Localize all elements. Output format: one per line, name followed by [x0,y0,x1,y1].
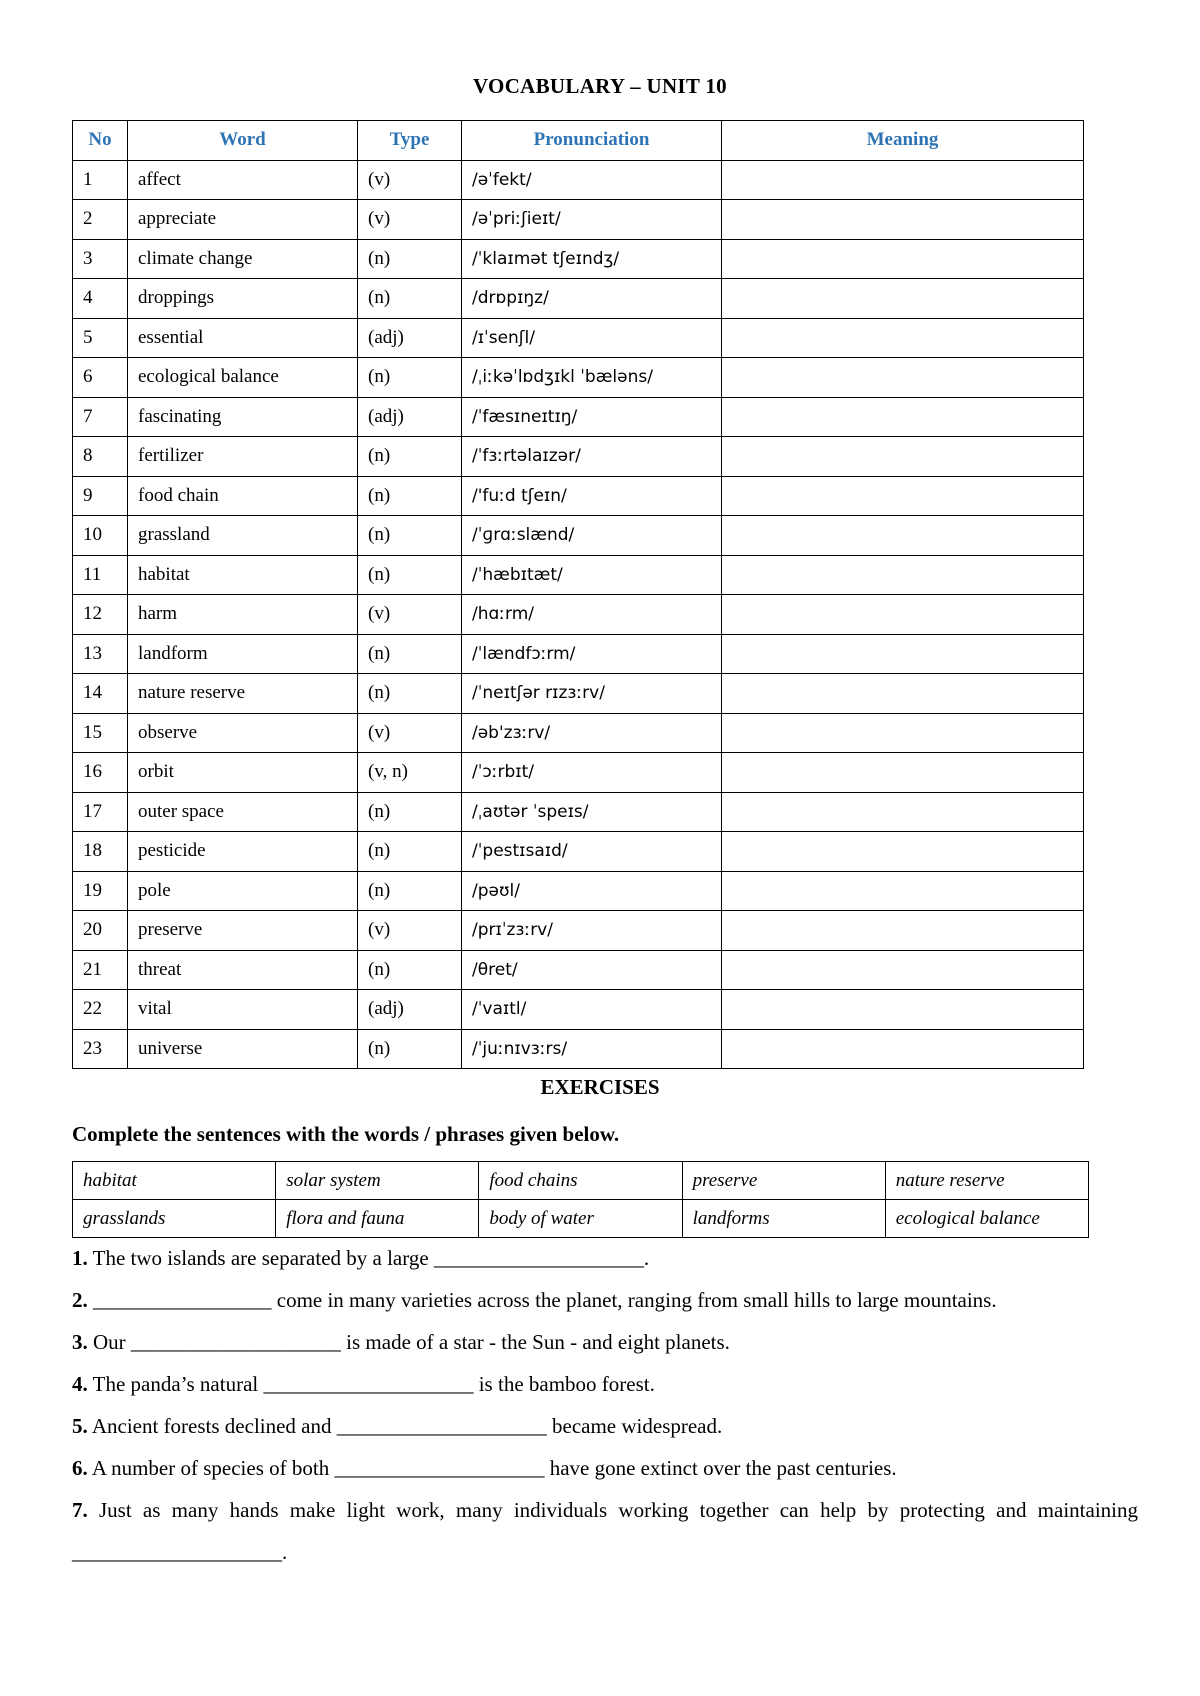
cell-pronunciation: /ˌiːkəˈlɒdʒɪkl ˈbæləns/ [462,358,722,398]
vocabulary-row [73,358,1084,398]
word-bank-row [73,1162,1089,1200]
cell-no: 19 [73,871,128,911]
cell-word: orbit [128,753,358,793]
cell-word: fascinating [128,397,358,437]
cell-meaning [722,871,1084,911]
exercise-sentence [72,1405,1138,1447]
cell-type: (v) [358,160,462,200]
cell-no: 17 [73,792,128,832]
cell-meaning [722,318,1084,358]
cell-no: 14 [73,674,128,714]
cell-type: (v, n) [358,753,462,793]
cell-pronunciation: /ˈhæbɪtæt/ [462,555,722,595]
cell-pronunciation: /əˈpriːʃieɪt/ [462,200,722,240]
cell-pronunciation: /ˈklaɪmət tʃeɪndʒ/ [462,239,722,279]
header-meaning: Meaning [722,121,1084,161]
cell-word: nature reserve [128,674,358,714]
cell-meaning [722,160,1084,200]
cell-type: (v) [358,713,462,753]
cell-type: (n) [358,871,462,911]
exercise-sentence [72,1363,1138,1405]
cell-meaning [722,397,1084,437]
cell-no: 8 [73,437,128,477]
vocabulary-body [73,160,1084,1069]
cell-type: (adj) [358,990,462,1030]
cell-pronunciation: /ˈɡrɑːslænd/ [462,516,722,556]
cell-word: fertilizer [128,437,358,477]
cell-meaning [722,516,1084,556]
word-bank-item: landforms [682,1200,885,1238]
cell-no: 18 [73,832,128,872]
cell-word: food chain [128,476,358,516]
cell-pronunciation: /ˌaʊtər ˈspeɪs/ [462,792,722,832]
cell-meaning [722,476,1084,516]
vocabulary-row [73,1029,1084,1069]
header-type: Type [358,121,462,161]
exercise-sentence [72,1321,1138,1363]
cell-no: 4 [73,279,128,319]
cell-word: vital [128,990,358,1030]
cell-meaning [722,358,1084,398]
cell-type: (n) [358,674,462,714]
cell-no: 2 [73,200,128,240]
sentence-number: 2. [72,1288,88,1312]
cell-no: 5 [73,318,128,358]
cell-pronunciation: /ˈɔːrbɪt/ [462,753,722,793]
cell-type: (adj) [358,397,462,437]
cell-meaning [722,674,1084,714]
cell-word: outer space [128,792,358,832]
cell-no: 16 [73,753,128,793]
vocabulary-row [73,990,1084,1030]
cell-meaning [722,279,1084,319]
cell-meaning [722,990,1084,1030]
cell-no: 9 [73,476,128,516]
cell-no: 22 [73,990,128,1030]
vocabulary-row [73,595,1084,635]
cell-meaning [722,437,1084,477]
vocabulary-row [73,437,1084,477]
cell-meaning [722,832,1084,872]
vocabulary-row [73,634,1084,674]
vocabulary-row [73,674,1084,714]
cell-pronunciation: /drɒpɪŋz/ [462,279,722,319]
cell-type: (n) [358,437,462,477]
exercise-instruction: Complete the sentences with the words / phrases given below. [72,1122,620,1146]
cell-meaning [722,792,1084,832]
vocabulary-header-row [73,121,1084,161]
cell-word: habitat [128,555,358,595]
word-bank-row [73,1200,1089,1238]
word-bank-item: preserve [682,1162,885,1200]
exercises-heading: EXERCISES [540,1075,660,1099]
vocabulary-row [73,200,1084,240]
word-bank-table [72,1161,1089,1238]
word-bank-item: food chains [479,1162,682,1200]
exercise-sentence [72,1279,1138,1321]
cell-word: grassland [128,516,358,556]
sentence-text: A number of species of both ____________________ have gone extinct over the past centuries. [87,1456,897,1480]
cell-pronunciation: /ˈlændfɔːrm/ [462,634,722,674]
vocabulary-row [73,713,1084,753]
sentence-number: 1. [72,1246,88,1270]
cell-pronunciation: /ˈfɜːrtəlaɪzər/ [462,437,722,477]
sentence-text: The two islands are separated by a large ____________________. [87,1246,650,1270]
cell-word: appreciate [128,200,358,240]
vocabulary-row [73,397,1084,437]
cell-pronunciation: /ˈjuːnɪvɜːrs/ [462,1029,722,1069]
cell-no: 1 [73,160,128,200]
cell-no: 20 [73,911,128,951]
exercise-sentence [72,1447,1138,1489]
sentence-text: Just as many hands make light work, many individuals working together can help by protecting and maintaining ____________________. [72,1498,1138,1564]
cell-pronunciation: /ˈfæsɪneɪtɪŋ/ [462,397,722,437]
cell-meaning [722,1029,1084,1069]
cell-meaning [722,595,1084,635]
cell-no: 21 [73,950,128,990]
cell-no: 11 [73,555,128,595]
sentence-text: The panda’s natural ____________________ is the bamboo forest. [87,1372,655,1396]
exercise-sentences [72,1237,1138,1573]
word-bank-item: solar system [276,1162,479,1200]
cell-word: harm [128,595,358,635]
sentence-text: Ancient forests declined and ____________________ became widespread. [87,1414,723,1438]
cell-type: (v) [358,200,462,240]
sentence-text: _________________ come in many varieties across the planet, ranging from small hills to large mountains. [87,1288,997,1312]
sentence-number: 7. [72,1498,88,1522]
header-no: No [73,121,128,161]
word-bank-item: ecological balance [885,1200,1088,1238]
cell-no: 7 [73,397,128,437]
cell-word: climate change [128,239,358,279]
cell-word: pesticide [128,832,358,872]
vocabulary-row [73,832,1084,872]
vocabulary-row [73,160,1084,200]
vocabulary-row [73,871,1084,911]
cell-type: (n) [358,950,462,990]
cell-type: (n) [358,792,462,832]
vocabulary-row [73,911,1084,951]
sentence-number: 4. [72,1372,88,1396]
cell-type: (n) [358,832,462,872]
cell-pronunciation: /ˈvaɪtl/ [462,990,722,1030]
cell-word: droppings [128,279,358,319]
cell-meaning [722,911,1084,951]
sentence-number: 6. [72,1456,88,1480]
cell-type: (n) [358,239,462,279]
vocabulary-row [73,318,1084,358]
cell-type: (n) [358,476,462,516]
sentence-text: Our ____________________ is made of a star - the Sun - and eight planets. [87,1330,730,1354]
cell-no: 3 [73,239,128,279]
cell-pronunciation: /pəʊl/ [462,871,722,911]
cell-pronunciation: /θret/ [462,950,722,990]
cell-word: landform [128,634,358,674]
cell-meaning [722,555,1084,595]
cell-meaning [722,950,1084,990]
cell-type: (n) [358,358,462,398]
cell-no: 10 [73,516,128,556]
cell-word: threat [128,950,358,990]
cell-meaning [722,239,1084,279]
cell-meaning [722,753,1084,793]
word-bank-body [73,1162,1089,1238]
exercise-sentence [72,1489,1138,1573]
vocabulary-row [73,792,1084,832]
cell-pronunciation: /əb'zɜːrv/ [462,713,722,753]
cell-type: (adj) [358,318,462,358]
page-title: VOCABULARY – UNIT 10 [473,74,727,98]
word-bank-item: habitat [73,1162,276,1200]
cell-no: 6 [73,358,128,398]
cell-word: ecological balance [128,358,358,398]
cell-word: preserve [128,911,358,951]
cell-pronunciation: /hɑːrm/ [462,595,722,635]
cell-type: (n) [358,279,462,319]
sentence-number: 5. [72,1414,88,1438]
word-bank-item: nature reserve [885,1162,1088,1200]
cell-pronunciation: /ɪˈsenʃl/ [462,318,722,358]
cell-word: affect [128,160,358,200]
cell-word: universe [128,1029,358,1069]
word-bank-item: body of water [479,1200,682,1238]
vocabulary-row [73,279,1084,319]
header-pronunciation: Pronunciation [462,121,722,161]
cell-word: essential [128,318,358,358]
exercise-sentence [72,1237,1138,1279]
cell-meaning [722,713,1084,753]
header-word: Word [128,121,358,161]
sentence-number: 3. [72,1330,88,1354]
vocabulary-row [73,753,1084,793]
cell-type: (v) [358,595,462,635]
cell-pronunciation: /'fuːd tʃeɪn/ [462,476,722,516]
cell-pronunciation: /prɪˈzɜːrv/ [462,911,722,951]
vocabulary-table [72,120,1084,1069]
cell-word: observe [128,713,358,753]
cell-pronunciation: /əˈfekt/ [462,160,722,200]
cell-type: (n) [358,1029,462,1069]
cell-no: 12 [73,595,128,635]
vocabulary-row [73,555,1084,595]
vocabulary-row [73,950,1084,990]
vocabulary-row [73,476,1084,516]
cell-type: (n) [358,634,462,674]
cell-meaning [722,634,1084,674]
cell-pronunciation: /ˈpestɪsaɪd/ [462,832,722,872]
cell-word: pole [128,871,358,911]
word-bank-item: grasslands [73,1200,276,1238]
cell-type: (v) [358,911,462,951]
vocabulary-row [73,516,1084,556]
cell-no: 13 [73,634,128,674]
cell-meaning [722,200,1084,240]
cell-no: 23 [73,1029,128,1069]
cell-no: 15 [73,713,128,753]
cell-type: (n) [358,555,462,595]
word-bank-item: flora and fauna [276,1200,479,1238]
cell-type: (n) [358,516,462,556]
vocabulary-row [73,239,1084,279]
cell-pronunciation: /ˈneɪtʃər rɪzɜːrv/ [462,674,722,714]
